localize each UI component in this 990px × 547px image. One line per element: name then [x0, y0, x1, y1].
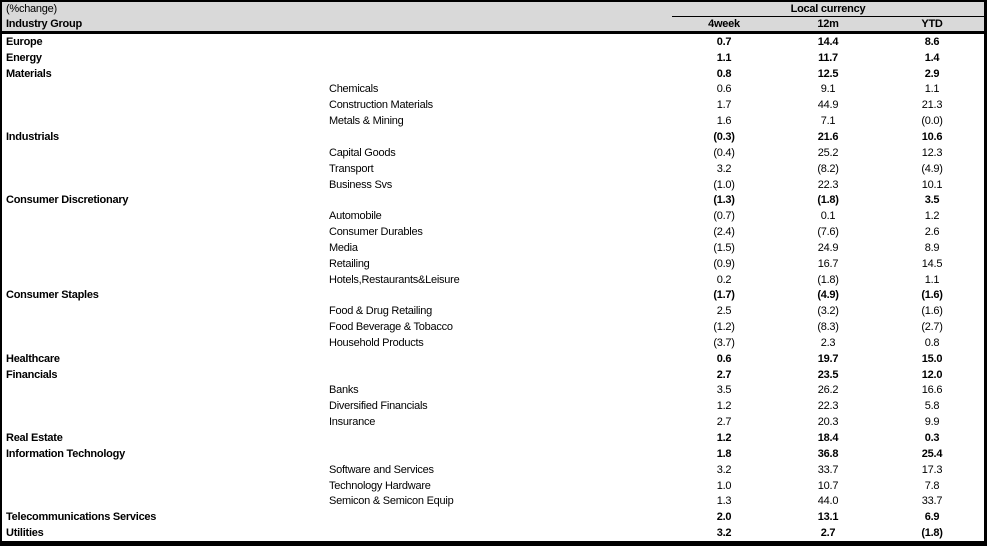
row-value: 7.8: [924, 479, 940, 492]
row-label: Metals & Mining: [329, 115, 404, 128]
row-value: 1.7: [716, 99, 732, 112]
row-value: 44.9: [817, 99, 839, 112]
row-label: Industrials: [6, 130, 59, 143]
table-row: [2, 493, 984, 509]
table-row: [2, 525, 984, 541]
row-label: Retailing: [329, 257, 370, 270]
row-value: 10.1: [921, 178, 943, 191]
table-row: [2, 34, 984, 50]
row-label: Consumer Durables: [329, 226, 423, 239]
column-header-ytd: YTD: [921, 17, 943, 30]
row-value: (1.5): [713, 241, 735, 254]
row-value: 1.3: [716, 495, 732, 508]
row-value: 16.6: [921, 384, 943, 397]
row-label: Food & Drug Retailing: [329, 305, 432, 318]
table-row: [2, 446, 984, 462]
row-value: (8.3): [817, 321, 839, 334]
row-value: (2.7): [921, 321, 943, 334]
row-value: (1.8): [817, 273, 839, 286]
table-row: [2, 224, 984, 240]
row-value: 22.3: [817, 400, 839, 413]
table-row: [2, 50, 984, 66]
row-value: 1.1: [924, 273, 940, 286]
table-row: [2, 288, 984, 304]
row-value: (1.6): [921, 289, 943, 302]
row-label: Chemicals: [329, 83, 379, 96]
row-value: (4.9): [921, 162, 943, 175]
row-value: 9.1: [820, 83, 836, 96]
row-value: 0.7: [716, 35, 732, 48]
row-value: 1.2: [716, 400, 732, 413]
row-value: 0.2: [716, 273, 732, 286]
row-value: 0.6: [716, 352, 732, 365]
row-label: Real Estate: [6, 432, 63, 445]
row-label: Insurance: [329, 416, 376, 429]
currency-group-header: Local currency: [672, 2, 984, 17]
row-value: 0.8: [924, 336, 940, 349]
table-row: [2, 398, 984, 414]
row-value: (1.6): [921, 305, 943, 318]
row-label: Materials: [6, 67, 52, 80]
row-value: 3.2: [716, 463, 732, 476]
row-label: Information Technology: [6, 447, 125, 460]
table-row: [2, 192, 984, 208]
row-value: 21.6: [817, 130, 839, 143]
row-value: 3.5: [924, 194, 940, 207]
row-value: 3.2: [716, 527, 732, 540]
row-value: (0.0): [921, 115, 943, 128]
table-row: [2, 256, 984, 272]
row-value: 24.9: [817, 241, 839, 254]
table-row: [2, 161, 984, 177]
row-value: 0.1: [820, 210, 836, 223]
row-label: Household Products: [329, 336, 424, 349]
row-value: 12.0: [921, 368, 943, 381]
row-label: Software and Services: [329, 463, 434, 476]
row-value: 33.7: [921, 495, 943, 508]
row-value: (3.7): [713, 336, 735, 349]
row-label: Healthcare: [6, 352, 60, 365]
row-value: (8.2): [817, 162, 839, 175]
row-value: 1.8: [716, 447, 732, 460]
row-value: (0.9): [713, 257, 735, 270]
table-row: [2, 430, 984, 446]
row-value: (0.3): [713, 130, 735, 143]
row-value: 1.0: [716, 479, 732, 492]
table-row: [2, 97, 984, 113]
row-value: 2.7: [716, 368, 732, 381]
row-value: 13.1: [817, 511, 839, 524]
row-value: 19.7: [817, 352, 839, 365]
row-value: 1.4: [924, 51, 940, 64]
row-label: Automobile: [329, 210, 382, 223]
table-body: [2, 34, 984, 541]
row-value: 0.8: [716, 67, 732, 80]
table-row: [2, 82, 984, 98]
column-header-4week: 4week: [708, 17, 740, 30]
units-label: (%change): [6, 3, 57, 16]
table-row: [2, 240, 984, 256]
row-value: 15.0: [921, 352, 943, 365]
row-label: Media: [329, 241, 358, 254]
table-row: [2, 478, 984, 494]
table-header: [2, 2, 984, 34]
row-value: (7.6): [817, 226, 839, 239]
row-value: 1.6: [716, 115, 732, 128]
row-value: 12.3: [921, 146, 943, 159]
table-row: [2, 509, 984, 525]
row-value: 2.7: [716, 416, 732, 429]
row-value: 8.6: [924, 35, 940, 48]
row-value: (1.7): [713, 289, 735, 302]
row-value: 36.8: [817, 447, 839, 460]
row-value: (1.8): [921, 527, 943, 540]
header-row-1: [2, 2, 984, 17]
row-label: Semicon & Semicon Equip: [329, 495, 454, 508]
row-value: 2.0: [716, 511, 732, 524]
industry-group-header: Industry Group: [6, 17, 82, 30]
row-value: (1.8): [817, 194, 839, 207]
row-label: Consumer Staples: [6, 289, 99, 302]
table-row: [2, 319, 984, 335]
row-label: Diversified Financials: [329, 400, 428, 413]
row-value: 0.3: [924, 432, 940, 445]
row-value: 7.1: [820, 115, 836, 128]
column-header-12m: 12m: [817, 17, 839, 30]
row-label: Utilities: [6, 527, 44, 540]
row-value: 1.1: [716, 51, 732, 64]
table-row: [2, 208, 984, 224]
row-value: 8.9: [924, 241, 940, 254]
row-value: 22.3: [817, 178, 839, 191]
table-row: [2, 335, 984, 351]
row-value: 18.4: [817, 432, 839, 445]
row-value: 14.4: [817, 35, 839, 48]
row-value: (2.4): [713, 226, 735, 239]
row-value: 33.7: [817, 463, 839, 476]
row-value: 1.2: [924, 210, 940, 223]
row-value: 17.3: [921, 463, 943, 476]
row-value: 6.9: [924, 511, 940, 524]
row-label: Technology Hardware: [329, 479, 431, 492]
row-label: Financials: [6, 368, 58, 381]
row-value: (0.4): [713, 146, 735, 159]
row-value: 2.3: [820, 336, 836, 349]
row-value: (4.9): [817, 289, 839, 302]
table-row: [2, 462, 984, 478]
table-row: [2, 66, 984, 82]
row-value: 1.2: [716, 432, 732, 445]
row-value: 23.5: [817, 368, 839, 381]
table-row: [2, 367, 984, 383]
table-row: [2, 177, 984, 193]
row-label: Business Svs: [329, 178, 393, 191]
row-value: 12.5: [817, 67, 839, 80]
row-label: Food Beverage & Tobacco: [329, 321, 453, 334]
row-value: (1.2): [713, 321, 735, 334]
row-value: 16.7: [817, 257, 839, 270]
row-label: Banks: [329, 384, 359, 397]
row-value: 5.8: [924, 400, 940, 413]
row-value: 2.7: [820, 527, 836, 540]
row-value: 9.9: [924, 416, 940, 429]
header-row-2: [2, 17, 984, 32]
table-row: [2, 351, 984, 367]
row-value: (1.0): [713, 178, 735, 191]
table-row: [2, 113, 984, 129]
table-row: [2, 303, 984, 319]
row-value: 14.5: [921, 257, 943, 270]
row-value: 0.6: [716, 83, 732, 96]
row-value: 44.0: [817, 495, 839, 508]
row-value: 2.9: [924, 67, 940, 80]
table-row: [2, 145, 984, 161]
table-row: [2, 414, 984, 430]
row-value: 2.5: [716, 305, 732, 318]
row-value: 11.7: [818, 51, 838, 64]
row-label: Transport: [329, 162, 374, 175]
row-value: (3.2): [817, 305, 839, 318]
row-value: 25.2: [817, 146, 839, 159]
row-value: 3.5: [716, 384, 732, 397]
table-row: [2, 272, 984, 288]
row-value: 10.7: [817, 479, 839, 492]
table-row: [2, 383, 984, 399]
row-label: Telecommunications Services: [6, 511, 157, 524]
row-label: Capital Goods: [329, 146, 396, 159]
row-value: (1.3): [713, 194, 735, 207]
row-value: 10.6: [921, 130, 943, 143]
row-value: 3.2: [716, 162, 732, 175]
row-value: 20.3: [817, 416, 839, 429]
row-value: (0.7): [713, 210, 735, 223]
row-value: 2.6: [924, 226, 940, 239]
row-value: 21.3: [921, 99, 943, 112]
row-label: Hotels,Restaurants&Leisure: [329, 273, 460, 286]
table-row: [2, 129, 984, 145]
row-label: Europe: [6, 35, 43, 48]
row-label: Energy: [6, 51, 42, 64]
row-label: Construction Materials: [329, 99, 433, 112]
row-label: Consumer Discretionary: [6, 194, 129, 207]
row-value: 1.1: [924, 83, 940, 96]
row-value: 25.4: [921, 447, 943, 460]
row-value: 26.2: [817, 384, 839, 397]
